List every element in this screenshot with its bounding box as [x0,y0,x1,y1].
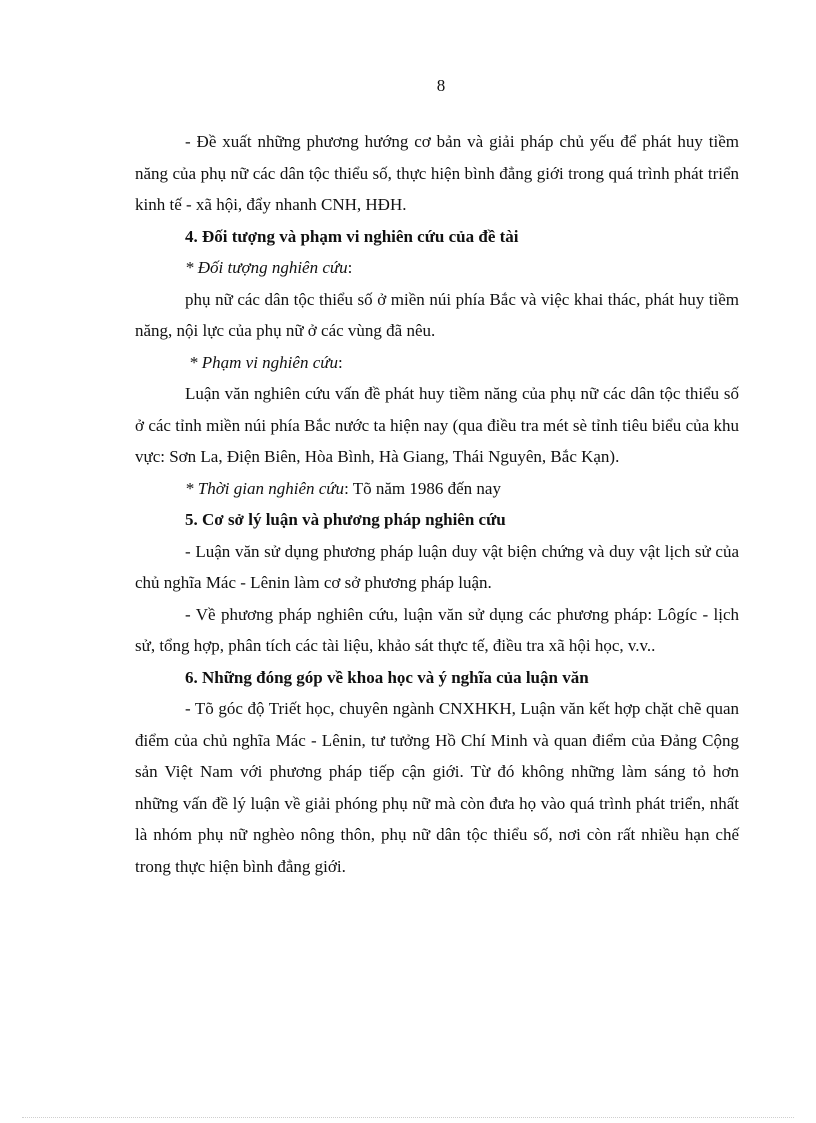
label-research-object-line [135,252,739,284]
label-research-time-line [135,473,739,505]
research-time-value: : Tõ năm 1986 đến nay [344,478,501,498]
paragraph-proposal: - Đề xuất những phương hướng cơ bản và giải pháp chủ yếu để phát huy tiềm năng của phụ nữ các dân tộc thiểu số, thực hiện bình đẳng giới trong quá trình phát triển kinh tế - xã hội, đẩy nhanh CNH, HĐH. [135,132,739,214]
page-bottom-border [22,1117,794,1118]
label-research-time: * Thời gian nghiên cứu [185,478,345,498]
paragraph-research-methods: - Về phương pháp nghiên cứu, luận văn sử dụng các phương pháp: Lôgíc - lịch sử, tổng hợp, phân tích các tài liệu, khảo sát thực tế, điều tra xã hội học, v.v.. [135,604,739,655]
label-research-object: * Đối tượng nghiên cứu [185,258,348,277]
paragraph-research-scope: Luận văn nghiên cứu vấn đề phát huy tiềm năng của phụ nữ các dân tộc thiểu số ở các tỉnh miền núi phía Bắc nước ta hiện nay (qua điều tra mét sè tỉnh tiêu biểu của khu vực: Sơn La, Điện Biên, Hòa Bình, Hà Giang, Thái Nguyên, Bắc Kạn). [135,384,739,466]
label-research-scope: * Phạm vi nghiên cứu [189,352,339,372]
section-heading-4: 4. Đối tượng và phạm vi nghiên cứu của đề tài [185,226,519,246]
label-research-scope-line [135,347,739,379]
section-heading-6: 6. Những đóng góp về khoa học và ý nghĩa của luận văn [185,667,589,687]
paragraph-research-object: phụ nữ các dân tộc thiểu số ở miền núi phía Bắc và việc khai thác, phát huy tiềm năng, nội lực của phụ nữ ở các vùng đã nêu. [135,289,739,340]
page-number: 8 [436,76,446,95]
paragraph-contributions: - Tõ góc độ Triết học, chuyên ngành CNXHKH, Luận văn kết hợp chặt chẽ quan điểm của chủ nghĩa Mác - Lênin, tư tưởng Hồ Chí Minh và quan điểm của Đảng Cộng sản Việt Nam với phương pháp tiếp cận giới. Từ đó không những làm sáng tỏ hơn những vấn đề lý luận về giải phóng phụ nữ mà còn đưa họ vào quá trình phát triển, nhất là nhóm phụ nữ nghèo nông thôn, phụ nữ dân tộc thiểu số, nơi còn rất nhiều hạn chế trong thực hiện bình đẳng giới. [135,699,739,876]
document-body [135,126,739,882]
label-research-scope-colon: : [338,352,343,372]
section-heading-5: 5. Cơ sở lý luận và phương pháp nghiên cứu [185,510,506,529]
label-research-object-colon: : [347,258,353,277]
paragraph-methodology: - Luận văn sử dụng phương pháp luận duy vật biện chứng và duy vật lịch sử của chủ nghĩa Mác - Lênin làm cơ sở phương pháp luận. [135,541,739,592]
